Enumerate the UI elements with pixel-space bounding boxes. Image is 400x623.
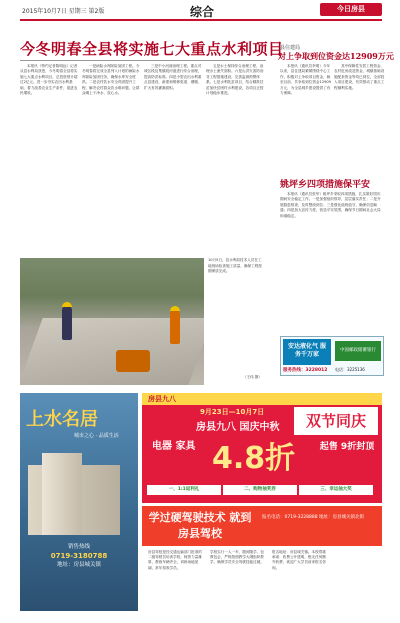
real-estate-logo: 上水名居 bbox=[26, 409, 98, 430]
gas-ad-phone: 服务热线：3228012 bbox=[283, 368, 328, 373]
sale-headline: 双节同庆 bbox=[294, 407, 378, 435]
newspaper-logo: 今日房县 bbox=[320, 3, 382, 16]
compactor-machine bbox=[116, 350, 150, 372]
article-column-4: 五是水土保持综合治理工程，治理水土流失面积。六是山洪灾害防治非工程措施建设，完善监测预警体系。七是水利扶贫项目，结合精准扶贫加快贫困村水利建设，各项目正按计划稳步推进。 bbox=[206, 64, 264, 96]
sale-terms: 起售 9折封顶 bbox=[319, 442, 375, 452]
gas-ad-slogan: 安达液化气 服务千万家 bbox=[283, 339, 331, 365]
right-article-column-2: 其中保障性安居工程资金、农村危房改造资金、城镇基础设施配套资金等均已到位，全部投入项目建设，有效推动了重点工程顺利实施。 bbox=[334, 64, 385, 90]
worker-figure bbox=[62, 306, 72, 340]
driving-ad-phone: 报名电话：0719-3228888 地址：房县城关镇北街 bbox=[262, 515, 365, 520]
worker-figure bbox=[170, 310, 180, 344]
driving-ad-title: 学过硬驾驶技术 就到房县驾校 bbox=[148, 511, 252, 540]
sale-dates: 9月23日—10月7日 bbox=[200, 408, 265, 416]
hard-hat-icon bbox=[62, 302, 72, 307]
headline-rule bbox=[20, 60, 266, 61]
appliance-sale-ad bbox=[142, 393, 382, 503]
sale-discount: 4.8折 bbox=[212, 441, 296, 476]
real-estate-contact: 销售热线 0719-3180788 地址：房县城关镇 bbox=[24, 543, 134, 570]
news-photo bbox=[20, 258, 204, 385]
gas-bank-ad bbox=[280, 336, 384, 376]
article-column-2: 一是病险水库除险加固工程。今冬明春将完成全县列入计划的病险水库除险加固任务，确保水库安全度汛。二是农村饮水安全巩固提升工程，解决农村群众饮水难问题，让群众喝上干净水、放心水。 bbox=[82, 64, 140, 96]
right-article-title: 对上争取到位资金达12909万元 bbox=[278, 51, 394, 61]
real-estate-slogan: 城市之心 · 品质生活 bbox=[74, 433, 119, 439]
driving-ad-column-3: 报名地址：房县城关镇。本校郑重承诺：收费公开透明，绝无任何额外收费，欢迎广大学员前来报名咨询。 bbox=[272, 550, 326, 570]
driving-school-ad bbox=[142, 506, 382, 611]
driving-ad-column-2: 学校实行一人一车，随到随学，包教包会，严格按照教学大纲组织教学，确保学员安全驾驶技能过硬。 bbox=[210, 550, 264, 565]
article-column-1: 本报讯（特约记者陈明远）记者从县水利局获悉，今冬明春全县将实施七大重点水利项目，总投资预计超过2亿元。进一步夯实农田水利基础，着力改善农业生产条件，促进农民增收。 bbox=[20, 64, 78, 96]
bank-ad-phone: 电话：3225136 bbox=[335, 367, 365, 372]
postal-bank-ad: 中国邮政储蓄银行 bbox=[335, 341, 381, 361]
sale-categories: 电器 家具 bbox=[152, 441, 196, 452]
ad-top-band bbox=[142, 393, 382, 405]
photo-credit: （王伟 摄） bbox=[242, 375, 262, 380]
driving-ad-banner bbox=[142, 506, 382, 546]
header-rule bbox=[20, 19, 382, 21]
right-kicker: 县住建局 bbox=[280, 45, 301, 51]
second-article-title: 姚坪乡四项措施保平安 bbox=[280, 180, 371, 190]
article-column-3: 三是中小河流治理工程。重点对城区段及集镇段河道进行综合治理，提高防洪标准。四是小型农田水利重点县建设，新建和维修渠道、塘堰，扩大有效灌溉面积。 bbox=[144, 64, 202, 90]
hard-hat-icon bbox=[170, 306, 180, 311]
sale-offers bbox=[146, 475, 378, 503]
tower-illustration bbox=[42, 453, 82, 535]
store-logo: 房县九八 bbox=[148, 395, 176, 403]
sale-offer: 三、幸运抽大奖 bbox=[299, 485, 373, 495]
photo-caption: 10月5日，县水利局技术人员在工地现场检查施工质量，确保工程按期保质完成。 （王伟 摄） bbox=[208, 258, 262, 380]
issue-date: 2015年10月7日 星期三 第2版 bbox=[22, 8, 105, 15]
section-title: 综合 bbox=[190, 5, 215, 19]
sale-offer: 二、购物抽奖券 bbox=[223, 485, 297, 495]
second-article-body: 本报讯（通讯员张华）姚坪乡采取四项措施，扎实做好国庆期间安全稳定工作。一是加强组织领导，层层落实责任；二是开展隐患排查，及时整改到位；三是强化值班值守，确保信息畅通；四是加大宣传力度，营造平安氛围，确保节日期间社会大局和谐稳定。 bbox=[280, 192, 381, 218]
sale-brand: 房县九八 国庆中秋 bbox=[196, 422, 280, 433]
sale-offer: 一、1:1返利礼 bbox=[147, 485, 221, 495]
real-estate-ad bbox=[20, 393, 138, 611]
real-estate-phone: 0719-3180788 bbox=[50, 552, 108, 560]
right-article-column-1: 本报讯（通讯员李明）今年以来，县住建局紧紧围绕中心工作，积极对上争取项目资金，截至目前，共争取到位资金12909万元，为全县城乡建设提供了有力保障。 bbox=[280, 64, 331, 96]
driving-ad-column-1: 房县驾校是经交通运输部门批准的二级驾驶员培训学校，师资力量雄厚，教练车辆齐全，训练场地宽阔，常年招收学员。 bbox=[148, 550, 202, 570]
real-estate-address: 地址：房县城关镇 bbox=[56, 562, 101, 568]
main-headline: 今冬明春全县将实施七大重点水利项目 bbox=[20, 40, 284, 58]
